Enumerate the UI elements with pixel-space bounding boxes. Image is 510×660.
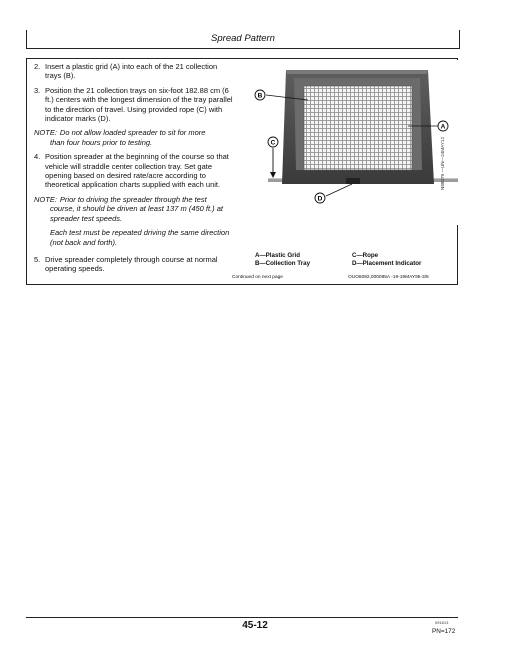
note-tag: NOTE: bbox=[34, 194, 57, 204]
step-number: 3. bbox=[34, 85, 41, 95]
step-2 bbox=[34, 62, 234, 81]
callout-label: D bbox=[317, 195, 323, 203]
step-3 bbox=[34, 86, 234, 124]
note-text: Prior to driving the spreader through the test bbox=[59, 194, 207, 204]
note-text: Do not allow loaded spreader to sit for more bbox=[59, 128, 206, 138]
callout-label: A bbox=[440, 123, 446, 131]
note-continuation: course, it should be driven at least 137 m (450 ft.) at spreader test speeds. bbox=[50, 204, 224, 223]
step-5 bbox=[34, 255, 234, 274]
instructions-column bbox=[34, 62, 234, 279]
step-text: Drive spreader completely through course at normal operating speeds. bbox=[45, 254, 218, 274]
legend-item: D—Placement Indicator bbox=[352, 259, 422, 267]
continued-note: Continued on next page bbox=[232, 275, 283, 280]
figure-legend-left bbox=[255, 252, 310, 267]
figure-id: N88079 —UN—24MAY12 bbox=[440, 136, 445, 190]
step-number: 2. bbox=[34, 62, 41, 71]
step-number: 4. bbox=[34, 152, 41, 162]
callout-a bbox=[438, 121, 448, 131]
step-number: 5. bbox=[34, 254, 41, 264]
note-continuation: than four hours prior to testing. bbox=[50, 137, 153, 147]
page-title: Spread Pattern bbox=[26, 30, 460, 49]
step-text: Insert a plastic grid (A) into each of the 21 collection trays (B). bbox=[45, 62, 218, 81]
step-text: Position spreader at the beginning of the course so that vehicle will straddle center collection tray. Set gate opening based on desired rate/acre according to theoretical application charts supplied with each unit. bbox=[45, 152, 229, 190]
callout-label: C bbox=[270, 139, 276, 147]
footer-rule bbox=[26, 617, 458, 618]
callout-c bbox=[268, 137, 278, 147]
step-text: Position the 21 collection trays on six-foot 182.88 cm (6 ft.) centers with the longest dimension of the tray parallel to the direction of travel. Using provided rope (C) with indicator marks (D). bbox=[45, 85, 233, 124]
legend-item: C—Rope bbox=[352, 252, 379, 259]
pn-number: PN=172 bbox=[432, 628, 456, 635]
callout-label: B bbox=[257, 92, 263, 100]
legend-item: A—Plastic Grid bbox=[255, 252, 301, 259]
collection-tray-figure bbox=[238, 60, 458, 225]
step-4 bbox=[34, 152, 234, 190]
note-loaded-spreader bbox=[34, 128, 234, 147]
plastic-grid bbox=[304, 86, 412, 170]
note-tag: NOTE: bbox=[34, 128, 57, 138]
note-repeat-direction: Each test must be repeated driving the same direction (not back and forth). bbox=[50, 228, 230, 247]
callout-b bbox=[255, 90, 265, 100]
callout-d bbox=[315, 193, 325, 203]
note-test-course bbox=[34, 195, 234, 223]
document-reference: OUO6092,000085A -19-19MAY95-3/8 bbox=[348, 275, 429, 280]
page-number: 45-12 bbox=[242, 620, 268, 631]
placement-indicator bbox=[346, 178, 360, 184]
legend-item: B—Collection Tray bbox=[255, 259, 311, 267]
footer-code: 091613 bbox=[435, 620, 449, 625]
figure-legend-right bbox=[352, 252, 421, 267]
